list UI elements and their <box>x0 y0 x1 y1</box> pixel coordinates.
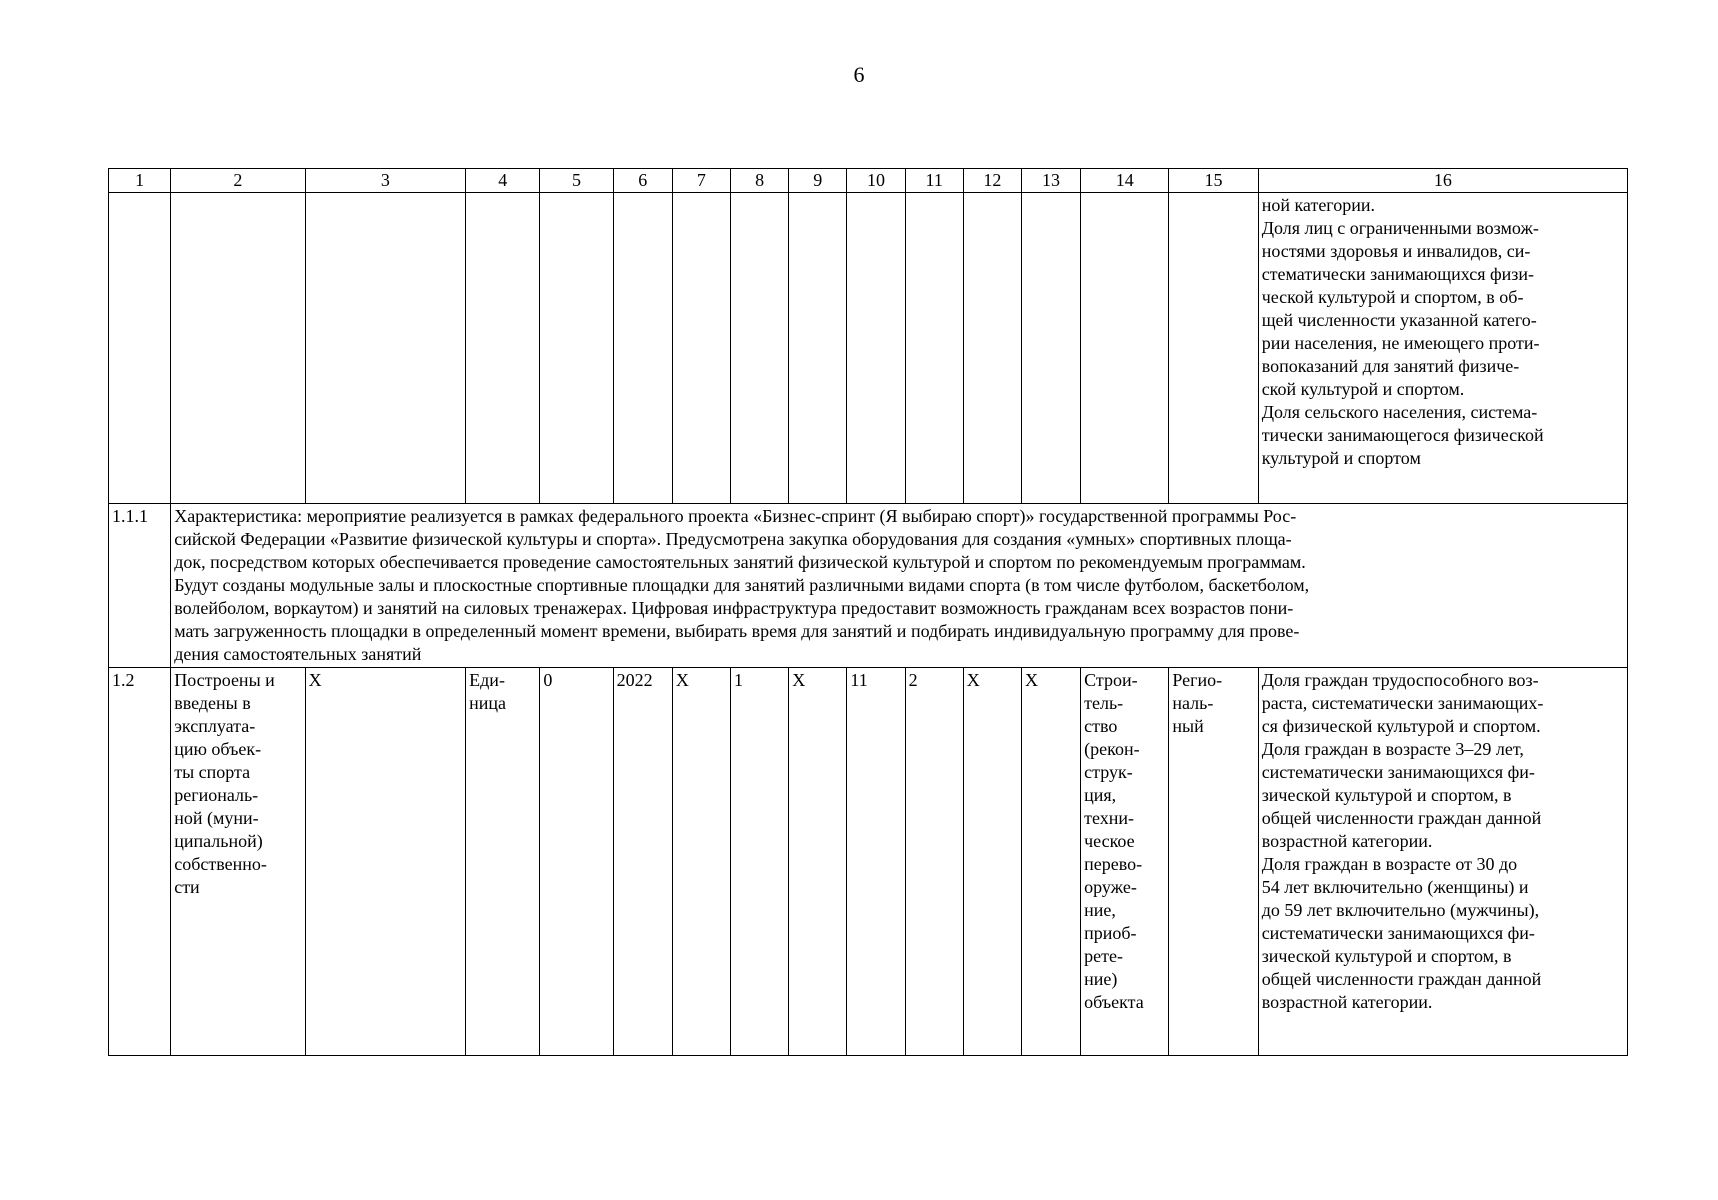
text-line: стематически занимающихся физи- <box>1261 264 1535 284</box>
cell-value: X <box>789 668 847 1056</box>
text-line: цию объек- <box>174 739 262 759</box>
cell-value: X <box>1021 668 1080 1056</box>
text-line: Доля граждан в возрасте 3–29 лет, <box>1261 739 1524 759</box>
cell-value: 1 <box>731 668 789 1056</box>
text-line: рии населения, не имеющего проти- <box>1261 333 1540 353</box>
text-line: Построены и <box>174 670 275 690</box>
text-line: док, посредством которых обеспечивается проведение самостоятельных занятий физической культурой и спортом по рекомендуемым программам. <box>174 552 1306 572</box>
column-number: 14 <box>1081 169 1169 193</box>
text-line: общей численности граждан данной <box>1261 969 1542 989</box>
empty-cell <box>672 193 730 504</box>
text-line: систематически занимающихся фи- <box>1261 923 1535 943</box>
text-line: сийской Федерации «Развитие физической культуры и спорта». Предусмотрена закупка оборудования для создания «умных» спортивных площа- <box>174 529 1292 549</box>
text-line: ние) <box>1084 969 1118 989</box>
text-line: дения самостоятельных занятий <box>174 644 422 664</box>
text-line: ство <box>1084 716 1118 736</box>
text-line: тель- <box>1084 693 1124 713</box>
text-line: общей численности граждан данной <box>1261 808 1542 828</box>
text-line: ческой культурой и спортом, в об- <box>1261 287 1524 307</box>
text-line: возрастной категории. <box>1261 992 1433 1012</box>
text-line: Доля лиц с ограниченными возмож- <box>1261 218 1539 238</box>
text-line: 54 лет включительно (женщины) и <box>1261 877 1529 897</box>
characteristic-cell <box>171 504 1628 668</box>
column-number: 3 <box>305 169 466 193</box>
empty-cell <box>905 193 963 504</box>
text-line: до 59 лет включительно (мужчины), <box>1261 900 1540 920</box>
text-line: Будут созданы модульные залы и плоскостные спортивные площадки для занятий различными видами спорта (в том числе футболом, баскетболом, <box>174 575 1310 595</box>
text-line: систематически занимающихся фи- <box>1261 762 1535 782</box>
empty-cell <box>789 193 847 504</box>
text-line: ция, <box>1084 785 1117 805</box>
column-number: 8 <box>731 169 789 193</box>
column-number: 7 <box>672 169 730 193</box>
text-line: щей численности указанной катего- <box>1261 310 1537 330</box>
column-number: 5 <box>540 169 613 193</box>
text-line: ностями здоровья и инвалидов, си- <box>1261 241 1531 261</box>
text-line: собственно- <box>174 854 267 874</box>
text-line: (рекон- <box>1084 739 1140 759</box>
level-cell <box>1169 668 1258 1056</box>
program-table <box>108 168 1628 1056</box>
text-line: ты спорта <box>174 762 251 782</box>
text-line: мать загруженность площадки в определенный момент времени, выбирать время для занятий и подбирать индивидуальную программу для прове- <box>174 621 1300 641</box>
text-line: Строи- <box>1084 670 1138 690</box>
text-line: ный <box>1172 716 1204 736</box>
column-number: 16 <box>1258 169 1627 193</box>
table-row-sports-facilities <box>109 668 1628 1056</box>
cell-value: X <box>672 668 730 1056</box>
empty-cell <box>847 193 905 504</box>
cell-value: 2022 <box>613 668 672 1056</box>
cell-value: 2 <box>905 668 963 1056</box>
text-line: ние, <box>1084 900 1116 920</box>
empty-cell <box>171 193 305 504</box>
text-line: региональ- <box>174 785 259 805</box>
text-line: ница <box>469 693 507 713</box>
text-line: зической культурой и спортом, в <box>1261 785 1512 805</box>
text-line: возрастной категории. <box>1261 831 1433 851</box>
text-line: волейболом, воркаутом) и занятий на силовых тренажерах. Цифровая инфраструктура предоставит возможность гражданам всех возрастов пони- <box>174 598 1294 618</box>
text-line: культурой и спортом <box>1261 448 1421 468</box>
text-line: техни- <box>1084 808 1135 828</box>
text-line: Регио- <box>1172 670 1223 690</box>
cell-value: X <box>305 668 466 1056</box>
cell-value: 0 <box>540 668 613 1056</box>
empty-cell <box>1081 193 1169 504</box>
cell-value: X <box>963 668 1021 1056</box>
unit-cell <box>466 668 540 1056</box>
text-line: струк- <box>1084 762 1133 782</box>
text-line: зической культурой и спортом, в <box>1261 946 1512 966</box>
text-line: рете- <box>1084 946 1123 966</box>
empty-cell <box>731 193 789 504</box>
text-line: приоб- <box>1084 923 1137 943</box>
column-number: 9 <box>789 169 847 193</box>
text-line: тически занимающегося физической <box>1261 425 1544 445</box>
text-line: ся физической культурой и спортом. <box>1261 716 1541 736</box>
text-line: оруже- <box>1084 877 1137 897</box>
row-number: 1.2 <box>109 668 171 1056</box>
indicators-cell <box>1258 193 1627 504</box>
empty-cell <box>540 193 613 504</box>
text-line: Характеристика: мероприятие реализуется в рамках федерального проекта «Бизнес-спринт (Я выбираю спорт)» государственной программы Рос- <box>174 506 1297 526</box>
text-line: ной (муни- <box>174 808 259 828</box>
empty-cell <box>963 193 1021 504</box>
column-number: 2 <box>171 169 305 193</box>
result-name-cell <box>171 668 305 1056</box>
text-line: ной категории. <box>1261 195 1376 215</box>
column-number-row <box>109 169 1628 193</box>
empty-cell <box>1021 193 1080 504</box>
cell-value: 11 <box>847 668 905 1056</box>
text-line: Доля граждан трудоспособного воз- <box>1261 670 1539 690</box>
column-number: 6 <box>613 169 672 193</box>
text-line: ской культурой и спортом. <box>1261 379 1465 399</box>
page-number: 6 <box>853 62 865 87</box>
empty-cell <box>613 193 672 504</box>
column-number: 10 <box>847 169 905 193</box>
text-line: раста, систематически занимающих- <box>1261 693 1544 713</box>
indicators-cell <box>1258 668 1627 1056</box>
text-line: перево- <box>1084 854 1143 874</box>
text-line: вопоказаний для занятий физиче- <box>1261 356 1520 376</box>
column-number: 11 <box>905 169 963 193</box>
text-line: сти <box>174 877 200 897</box>
text-line: ческое <box>1084 831 1135 851</box>
table-row-indicators-continued <box>109 193 1628 504</box>
empty-cell <box>1169 193 1258 504</box>
text-line: введены в <box>174 693 251 713</box>
text-line: Доля сельского населения, система- <box>1261 402 1538 422</box>
empty-cell <box>466 193 540 504</box>
text-line: Доля граждан в возрасте от 30 до <box>1261 854 1518 874</box>
empty-cell <box>305 193 466 504</box>
text-line: эксплуата- <box>174 716 256 736</box>
result-type-cell <box>1081 668 1169 1056</box>
column-number: 12 <box>963 169 1021 193</box>
text-line: ципальной) <box>174 831 263 851</box>
text-line: Еди- <box>469 670 505 690</box>
text-line: объекта <box>1084 992 1144 1012</box>
text-line: наль- <box>1172 693 1214 713</box>
row-number: 1.1.1 <box>109 504 171 668</box>
column-number: 15 <box>1169 169 1258 193</box>
table-row-characteristic <box>109 504 1628 668</box>
empty-cell <box>109 193 171 504</box>
column-number: 13 <box>1021 169 1080 193</box>
column-number: 1 <box>109 169 171 193</box>
column-number: 4 <box>466 169 540 193</box>
